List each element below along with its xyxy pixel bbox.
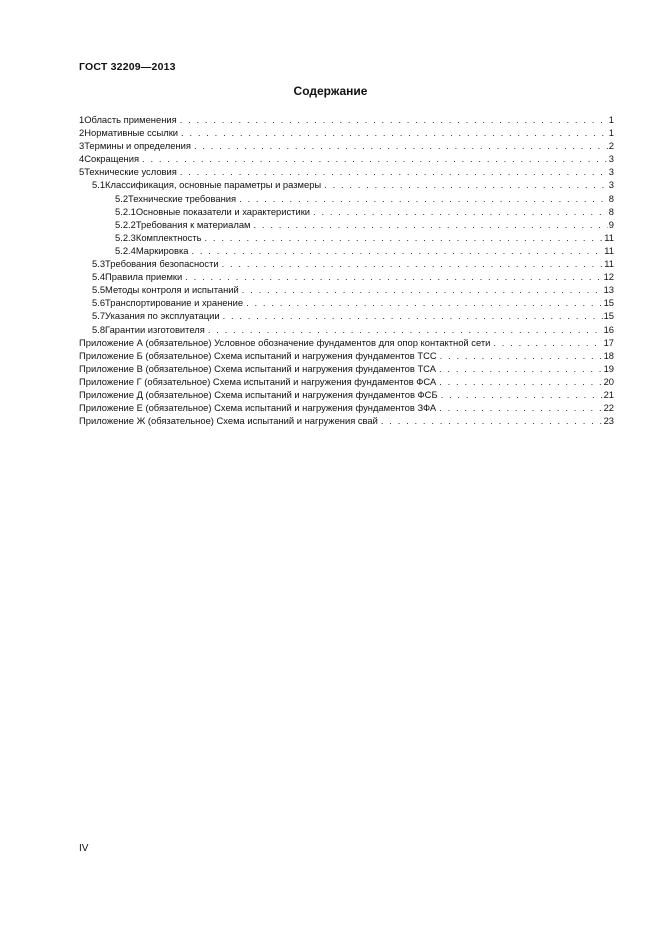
toc-entry-number: 5.4	[92, 271, 106, 283]
toc-entry-page: 16	[603, 323, 614, 335]
toc-entry[interactable]	[79, 218, 614, 231]
toc-leader-dots	[142, 152, 608, 165]
toc-entry[interactable]	[79, 244, 614, 257]
toc-entry-label: Приложение В (обязательное) Схема испытаний и нагружения фундаментов ТСА	[79, 362, 436, 374]
toc-entry-number: 5.2.2	[115, 218, 136, 230]
toc-entry-label: Нормативные ссылки	[84, 127, 179, 139]
toc-entry-page: 12	[603, 271, 614, 283]
toc-entry[interactable]	[79, 257, 614, 270]
toc-entry-page: 18	[603, 349, 614, 361]
toc-leader-dots	[439, 362, 603, 375]
toc-entry-page: 1	[608, 114, 614, 125]
toc-leader-dots	[222, 257, 604, 270]
toc-entry-label: Приложение Ж (обязательное) Схема испытаний и нагружения свай	[79, 415, 378, 427]
toc-entry-label: Сокращения	[84, 153, 140, 165]
toc-entry-number: 5.2.3	[115, 231, 136, 243]
toc-entry-page: 3	[608, 166, 614, 178]
toc-leader-dots	[239, 192, 608, 205]
toc-entry-number: 5.3	[92, 258, 106, 270]
toc-entry-page: 2	[608, 140, 614, 152]
toc-entry-page: 13	[603, 284, 614, 296]
toc-entry-label: Приложение Б (обязательное) Схема испытаний и нагружения фундаментов ТСС	[79, 349, 437, 361]
toc-entry[interactable]	[79, 126, 614, 139]
toc-leader-dots	[254, 218, 608, 231]
toc-leader-dots	[181, 126, 608, 139]
toc-entry-number: 5.6	[92, 297, 106, 309]
toc-entry[interactable]	[79, 336, 614, 349]
toc-entry[interactable]	[79, 323, 614, 336]
toc-entry[interactable]	[79, 231, 614, 244]
toc-entry-label: Термины и определения	[84, 140, 191, 152]
toc-entry-label: Приложение Д (обязательное) Схема испытаний и нагружения фундаментов ФСБ	[79, 388, 438, 400]
toc-entry[interactable]	[79, 388, 614, 401]
toc-entry-label: Требования к материалам	[135, 218, 251, 230]
toc-entry-number: 5.2	[115, 192, 129, 204]
toc-entry-page: 11	[604, 244, 614, 256]
toc-leader-dots	[180, 113, 608, 126]
toc-entry[interactable]	[79, 165, 614, 178]
toc-leader-dots	[313, 205, 608, 218]
toc-entry-label: Приложение Г (обязательное) Схема испытаний и нагружения фундаментов ФСА	[79, 375, 437, 387]
toc-leader-dots	[381, 414, 603, 427]
toc-entry-number: 5.2.4	[115, 244, 136, 256]
toc-entry[interactable]	[79, 309, 614, 322]
toc-entry-page: 9	[608, 218, 614, 230]
toc-leader-dots	[441, 388, 603, 401]
toc-entry[interactable]	[79, 178, 614, 191]
toc-entry-page: 3	[608, 179, 614, 191]
toc-leader-dots	[185, 270, 602, 283]
toc-entry[interactable]	[79, 152, 614, 165]
toc-leader-dots	[439, 375, 602, 388]
toc-entry-label: Приложение А (обязательное) Условное обозначение фундаментов для опор контактной сети	[79, 336, 491, 348]
toc-entry-label: Область применения	[84, 114, 177, 125]
toc-entry-page: 8	[608, 205, 614, 217]
toc-entry-label: Гарантии изготовителя	[105, 323, 205, 335]
toc-entry[interactable]	[79, 375, 614, 388]
toc-leader-dots	[242, 283, 603, 296]
toc-entry-page: 11	[604, 258, 614, 270]
toc-entry-page: 3	[608, 153, 614, 165]
toc-entry-number: 5.2.1	[115, 205, 136, 217]
toc-entry-page: 11	[604, 231, 614, 243]
toc-entry-page: 19	[603, 362, 614, 374]
toc-leader-dots	[205, 231, 604, 244]
toc-entry-page: 15	[603, 297, 614, 309]
toc-entry-page: 17	[603, 336, 614, 348]
toc-entry-label: Требования безопасности	[105, 258, 219, 270]
toc-entry[interactable]	[79, 192, 614, 205]
toc-entry-label: Маркировка	[135, 244, 189, 256]
toc-leader-dots	[439, 401, 602, 414]
table-of-contents	[79, 113, 614, 427]
toc-leader-dots	[324, 178, 608, 191]
toc-title: Содержание	[293, 84, 368, 98]
toc-entry[interactable]	[79, 296, 614, 309]
toc-entry[interactable]	[79, 349, 614, 362]
toc-entry-page: 1	[608, 127, 614, 139]
toc-entry-label: Технические требования	[128, 192, 237, 204]
toc-entry[interactable]	[79, 270, 614, 283]
toc-entry-number: 1	[79, 114, 85, 125]
toc-leader-dots	[493, 336, 602, 349]
toc-entry[interactable]	[79, 362, 614, 375]
toc-entry-page: 20	[603, 375, 614, 387]
toc-entry-label: Технические условия	[84, 166, 177, 178]
toc-entry-label: Методы контроля и испытаний	[105, 284, 239, 296]
page-number: IV	[79, 843, 89, 854]
toc-entry[interactable]	[79, 414, 614, 427]
toc-entry-number: 2	[79, 127, 85, 139]
toc-leader-dots	[194, 139, 608, 152]
toc-entry-label: Комплектность	[135, 231, 202, 243]
toc-entry-number: 5.5	[92, 284, 106, 296]
toc-entry-number: 5.1	[92, 179, 106, 191]
toc-leader-dots	[208, 323, 603, 336]
toc-entry-page: 23	[603, 415, 614, 427]
toc-entry-page: 21	[603, 388, 614, 400]
toc-entry-page: 8	[608, 192, 614, 204]
toc-entry[interactable]	[79, 283, 614, 296]
toc-leader-dots	[180, 165, 608, 178]
toc-leader-dots	[191, 244, 603, 257]
toc-leader-dots	[223, 309, 603, 322]
toc-entry[interactable]	[79, 401, 614, 414]
toc-entry-label: Правила приемки	[105, 271, 183, 283]
toc-entry[interactable]	[79, 113, 614, 126]
document-code: ГОСТ 32209—2013	[79, 61, 176, 73]
toc-entry-number: 4	[79, 153, 85, 165]
toc-entry-label: Классификация, основные параметры и размеры	[105, 179, 322, 191]
toc-entry-label: Транспортирование и хранение	[105, 297, 244, 309]
toc-entry-page: 15	[603, 310, 614, 322]
toc-entry-label: Приложение Е (обязательное) Схема испытаний и нагружения фундаментов ЗФА	[79, 402, 437, 414]
toc-entry-number: 3	[79, 140, 85, 152]
toc-entry[interactable]	[79, 205, 614, 218]
toc-entry-number: 5.7	[92, 310, 106, 322]
toc-entry-page: 22	[603, 402, 614, 414]
toc-entry-label: Основные показатели и характеристики	[135, 205, 311, 217]
toc-entry-label: Указания по эксплуатации	[105, 310, 220, 322]
toc-leader-dots	[440, 349, 603, 362]
toc-entry[interactable]	[79, 139, 614, 152]
toc-entry-number: 5	[79, 166, 85, 178]
toc-entry-number: 5.8	[92, 323, 106, 335]
toc-leader-dots	[246, 296, 602, 309]
